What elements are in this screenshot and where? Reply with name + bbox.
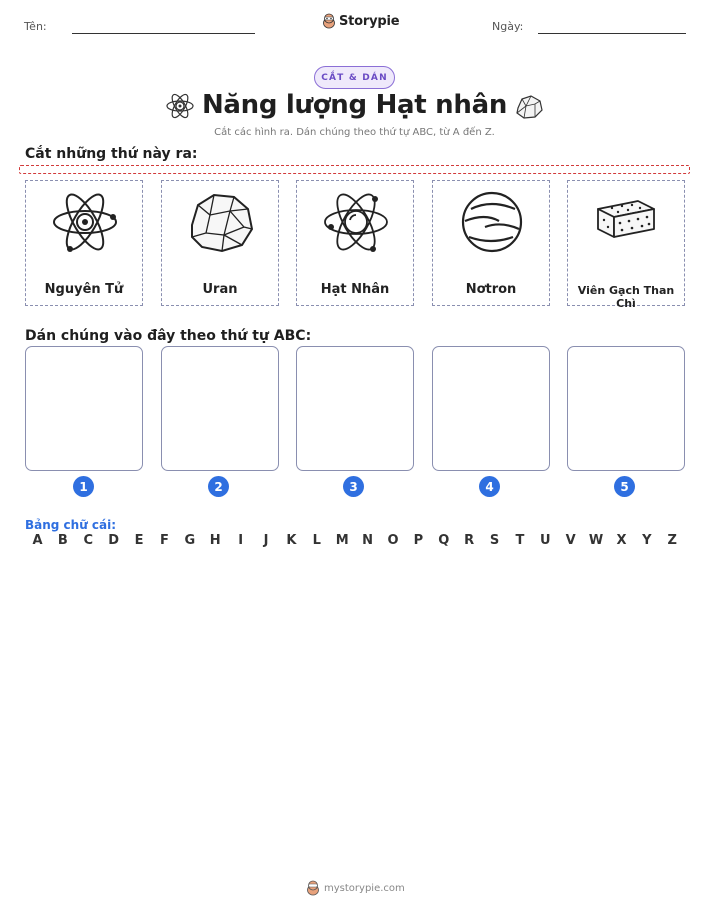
alphabet-letter: H — [209, 533, 221, 548]
paste-slot-3[interactable] — [296, 346, 414, 471]
alphabet-letter: S — [489, 533, 500, 548]
alphabet-letter: K — [286, 533, 297, 548]
slot-number: 4 — [479, 476, 500, 497]
alphabet-letter: Y — [642, 533, 652, 548]
cut-card-neutron[interactable] — [432, 180, 550, 306]
alphabet-letter: P — [413, 533, 424, 548]
graphite-brick-icon — [592, 187, 662, 257]
alphabet-heading: Bảng chữ cái: — [25, 518, 117, 532]
nucleus-icon — [321, 187, 391, 257]
alphabet-letter: N — [362, 533, 374, 548]
rock-icon — [186, 187, 256, 257]
alphabet-letter: V — [565, 533, 576, 548]
card-label: Nơtron — [465, 282, 517, 297]
alphabet-letter: T — [515, 533, 525, 548]
alphabet-letter: B — [57, 533, 68, 548]
date-line[interactable] — [538, 33, 686, 34]
name-line[interactable] — [72, 33, 255, 34]
paste-slot-2[interactable] — [161, 346, 279, 471]
alphabet-letter: R — [464, 533, 475, 548]
name-label: Tên: — [24, 20, 47, 33]
card-label: Viên Gạch Than Chì — [577, 284, 675, 310]
footer-site[interactable]: mystorypie.com — [324, 882, 405, 894]
alphabet-letter: G — [184, 533, 196, 548]
atom-icon — [165, 92, 195, 120]
brand-name: Storypie — [339, 13, 400, 29]
alphabet-row — [25, 533, 685, 548]
alphabet-letter: F — [160, 533, 169, 548]
slot-number: 2 — [208, 476, 229, 497]
card-label: Nguyên Tử — [44, 282, 124, 297]
mascot-icon — [322, 13, 336, 29]
paste-slot-4[interactable] — [432, 346, 550, 471]
alphabet-letter: Z — [667, 533, 677, 548]
slot-number: 3 — [343, 476, 364, 497]
paste-slot-1[interactable] — [25, 346, 143, 471]
brand-logo — [322, 13, 399, 29]
alphabet-letter: C — [83, 533, 94, 548]
footer — [306, 880, 405, 896]
card-label: Uran — [202, 282, 238, 297]
cut-card-nucleus[interactable] — [296, 180, 414, 306]
alphabet-letter: U — [540, 533, 551, 548]
alphabet-letter: D — [108, 533, 120, 548]
alphabet-letter: X — [616, 533, 627, 548]
card-label: Hạt Nhân — [320, 282, 390, 297]
atom-icon — [50, 187, 120, 257]
date-label: Ngày: — [492, 20, 524, 33]
alphabet-letter: E — [134, 533, 144, 548]
cut-card-uranium[interactable] — [161, 180, 279, 306]
mascot-icon — [306, 880, 320, 896]
cut-guide-line — [19, 165, 690, 174]
cut-card-graphite-brick[interactable] — [567, 180, 685, 310]
slot-number: 5 — [614, 476, 635, 497]
neutron-ball-icon — [457, 187, 527, 257]
cut-heading: Cắt những thứ này ra: — [25, 146, 198, 162]
paste-heading: Dán chúng vào đây theo thứ tự ABC: — [25, 328, 312, 344]
alphabet-letter: J — [263, 533, 269, 548]
rock-icon — [514, 94, 544, 120]
alphabet-letter: A — [32, 533, 43, 548]
activity-badge: CẮT & DÁN — [314, 66, 395, 89]
slot-number: 1 — [73, 476, 94, 497]
paste-slot-5[interactable] — [567, 346, 685, 471]
alphabet-letter: O — [387, 533, 399, 548]
alphabet-letter: W — [588, 533, 604, 548]
page-title: Năng lượng Hạt nhân — [201, 90, 508, 120]
cut-card-atom[interactable] — [25, 180, 143, 306]
alphabet-letter: I — [238, 533, 244, 548]
alphabet-letter: Q — [438, 533, 450, 548]
alphabet-letter: M — [335, 533, 349, 548]
alphabet-letter: L — [312, 533, 321, 548]
instructions: Cắt các hình ra. Dán chúng theo thứ tự ABC, từ A đến Z. — [214, 127, 495, 138]
